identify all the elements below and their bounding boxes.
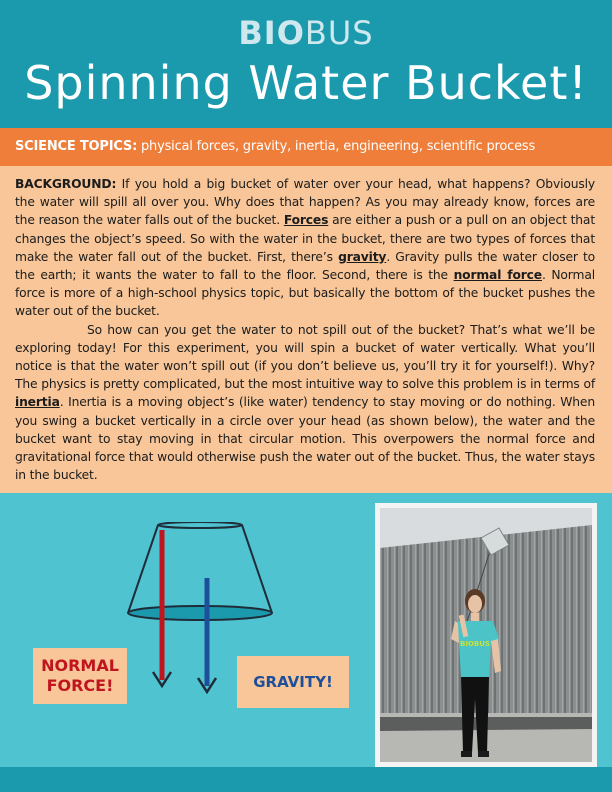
term-normal-force: normal force: [453, 268, 542, 283]
background-text: [15, 175, 595, 484]
shirt-logo: BIOBUS: [460, 640, 490, 648]
term-forces: Forces: [283, 213, 329, 228]
science-topics-text: [15, 139, 535, 154]
footer-bar: [0, 767, 612, 792]
gravity-arrow: [198, 578, 216, 692]
term-gravity: gravity: [338, 249, 387, 264]
bucket-icon: [128, 522, 272, 620]
background-label: BACKGROUND:: [15, 177, 117, 191]
term-inertia: inertia: [15, 395, 60, 410]
bucket-spin-photo: [375, 503, 597, 767]
science-topics-bar: [0, 128, 612, 166]
water-surface: [128, 606, 272, 620]
background-section: [0, 166, 612, 493]
normal-force-label: NORMAL FORCE!: [33, 648, 127, 704]
science-topics-label: SCIENCE TOPICS:: [15, 139, 138, 154]
science-topics-list: physical forces, gravity, inertia, engineering, scientific process: [137, 139, 536, 154]
header: [0, 0, 612, 128]
gravity-label: GRAVITY!: [237, 656, 349, 708]
background-paragraph-2: So how can you get the water to not spill out of the bucket? That’s what we’ll be exploring today! For this experiment, you will spin a bucket of water vertically. What you’ll notice is that the water won’t spill out (if you don’t believe us, you’ll try it for yourself!). Why? The physics is pretty complicated, but the most intuitive way to solve this problem is in terms of inertia. Inertia is a moving object’s (like water) tendency to stay moving or do nothing. When you swing a bucket vertically in a circle over your head (as shown below), the water and the bucket want to stay moving in that circular motion. This overpowers the normal force and gravitational force that would otherwise push the water out of the bucket. Thus, the water stays in the bucket.: [15, 322, 595, 483]
biobus-logo: BIOBUS: [238, 14, 374, 52]
page-title: Spinning Water Bucket!: [24, 56, 588, 110]
background-paragraph-1: BACKGROUND: If you hold a big bucket of water over your head, what happens? Obviously the water will spill all over you. Why does that happen? As you may already know, forces are the reason the water falls out of the bucket. Forces are either a push or a pull on an object that changes the object’s speed. So with the water in the bucket, there are two types of forces that make the water fall out of the bucket. First, there’s gravity. Gravity pulls the water closer to the earth; it wants the water to fall to the floor. Second, there is the normal force. Normal force is more of a high-school physics topic, but basically the bottom of the bucket pushes the water out of the bucket.: [15, 177, 596, 319]
